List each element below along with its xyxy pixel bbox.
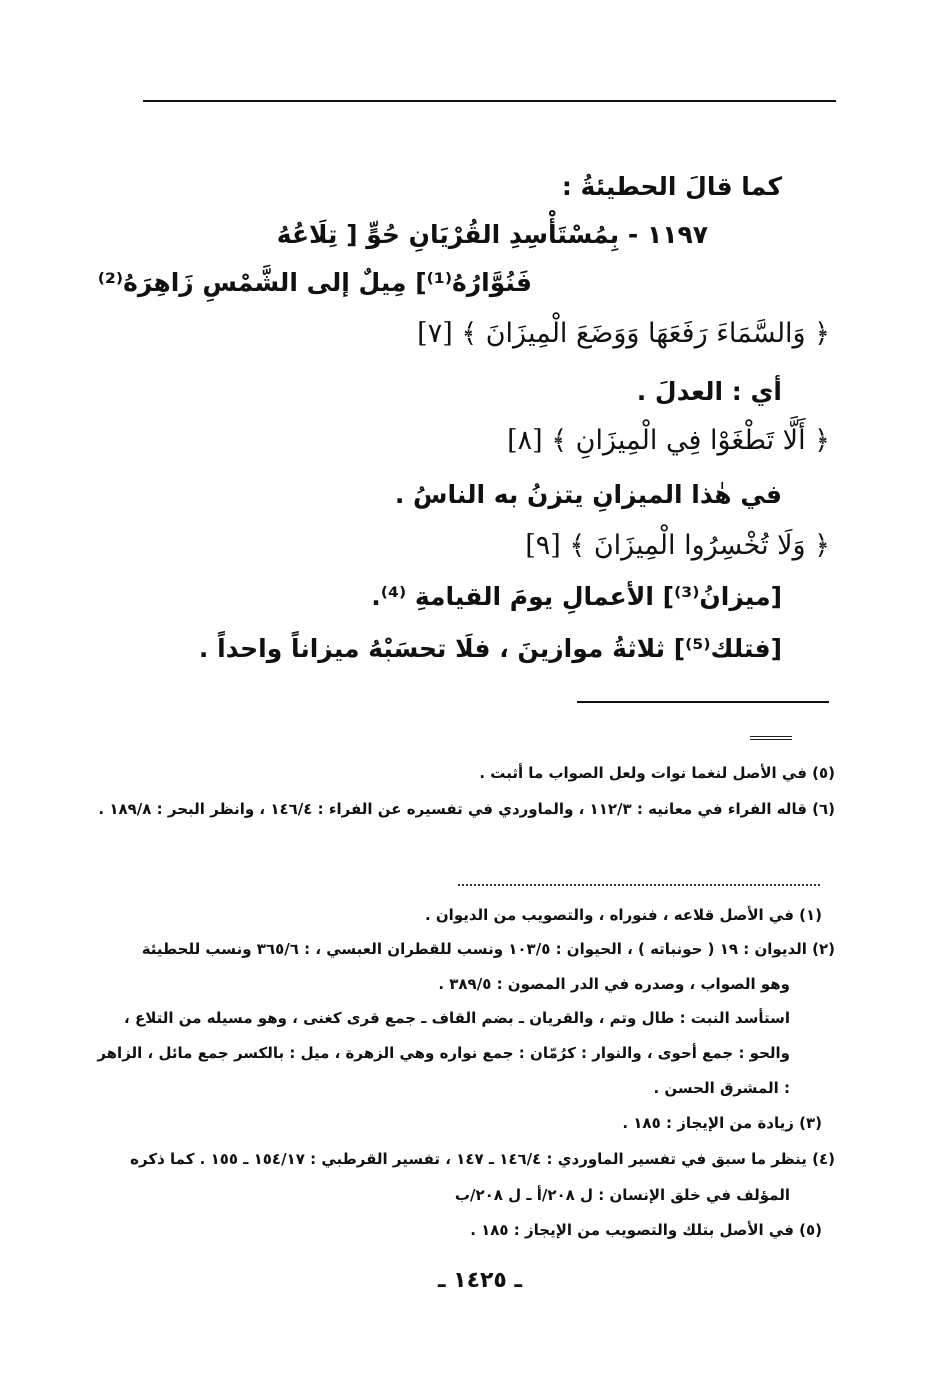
footnote-1: (١) في الأصل قلاعه ، فنوراه ، والتصويب من الديوان . [424, 906, 822, 924]
intro-line: كما قالَ الحطيئةُ : [561, 172, 782, 201]
page-number: ـ ١٤٢٥ ـ [437, 1268, 523, 1293]
footnote-4b: المؤلف في خلق الإنسان : ل ٢٠٨/أ ـ ل ٢٠٨/ب [454, 1186, 790, 1204]
footnote-3: (٣) زيادة من الإيجاز : ١٨٥ . [622, 1114, 822, 1132]
verse-7: ﴿ وَالسَّمَاءَ رَفَعَهَا وَوَضَعَ الْمِيزَانَ ﴾ [٧] [417, 318, 830, 349]
footnote-2e: : المشرق الحسن . [653, 1079, 790, 1097]
notes-rule [577, 701, 829, 703]
footnote-2b: وهو الصواب ، وصدره في الدر المصون : ٣٨٩/٥ . [438, 975, 790, 993]
footnote-separator [458, 884, 820, 886]
footnote-2d: والحو : جمع أحوى ، والنوار : كرُمّان : جمع نواره وهي الزهرة ، ميل : بالكسر جمع مائل ، الزاهر [97, 1044, 790, 1062]
footnote-4a: (٤) ينظر ما سبق في تفسير الماوردي : ١٤٦/٤ ـ ١٤٧ ، تفسير القرطبي : ١٥٤/١٧ ـ ١٥٥ . كما ذكره [130, 1150, 835, 1168]
text-verse-9a: [ميزانُ⁽³⁾] الأعمالِ يومَ القيامةِ ⁽⁴⁾. [371, 582, 782, 611]
footnote-5: (٥) في الأصل بتلك والتصويب من الإيجاز : ١٨٥ . [470, 1221, 822, 1239]
verse-8: ﴿ أَلَّا تَطْغَوْا فِي الْمِيزَانِ ﴾ [٨] [507, 425, 830, 456]
poem-line-1: ١١٩٧ - بِمُسْتَأْسِدِ القُرْيَانِ حُوٍّ [ تِلَاعُهُ [276, 220, 708, 249]
footnote-2c: استأسد النبت : طال وتم ، والقريان ـ بضم القاف ـ جمع قرى كغنى ، وهو مسيله من التلاع ، [124, 1009, 790, 1027]
footnote-2a: (٢) الديوان : ١٩ ( حونباته ) ، الحيوان : ١٠٣/٥ ونسب للقطران العبسي ، : ٣٦٥/٦ ونسب للحطيئة [141, 940, 835, 958]
text-verse-9b: [فتلك⁽⁵⁾] ثلاثةُ موازينَ ، فلَا تحسَبْهُ ميزاناً واحداً . [198, 634, 782, 663]
text-verse-7: أي : العدلَ . [636, 377, 782, 406]
double-mark [750, 736, 792, 740]
upper-note-6: (٦) قاله الفراء في معانيه : ١١٢/٣ ، والماوردي في تفسيره عن الفراء : ١٤٦/٤ ، وانظر البحر : ١٨٩/٨ . [98, 800, 835, 818]
text-verse-8: في هٰذا الميزانِ يتزنُ به الناسُ . [394, 480, 782, 509]
upper-note-5: (٥) في الأصل لنغما نوات ولعل الصواب ما أثبت . [479, 764, 835, 782]
header-rule [143, 100, 836, 102]
verse-9: ﴿ وَلَا تُخْسِرُوا الْمِيزَانَ ﴾ [٩] [525, 530, 830, 561]
poem-line-2: فَنُوَّارُهُ⁽¹⁾] مِيلٌ إلى الشَّمْسِ زَاهِرَهُ⁽²⁾ [97, 268, 532, 297]
